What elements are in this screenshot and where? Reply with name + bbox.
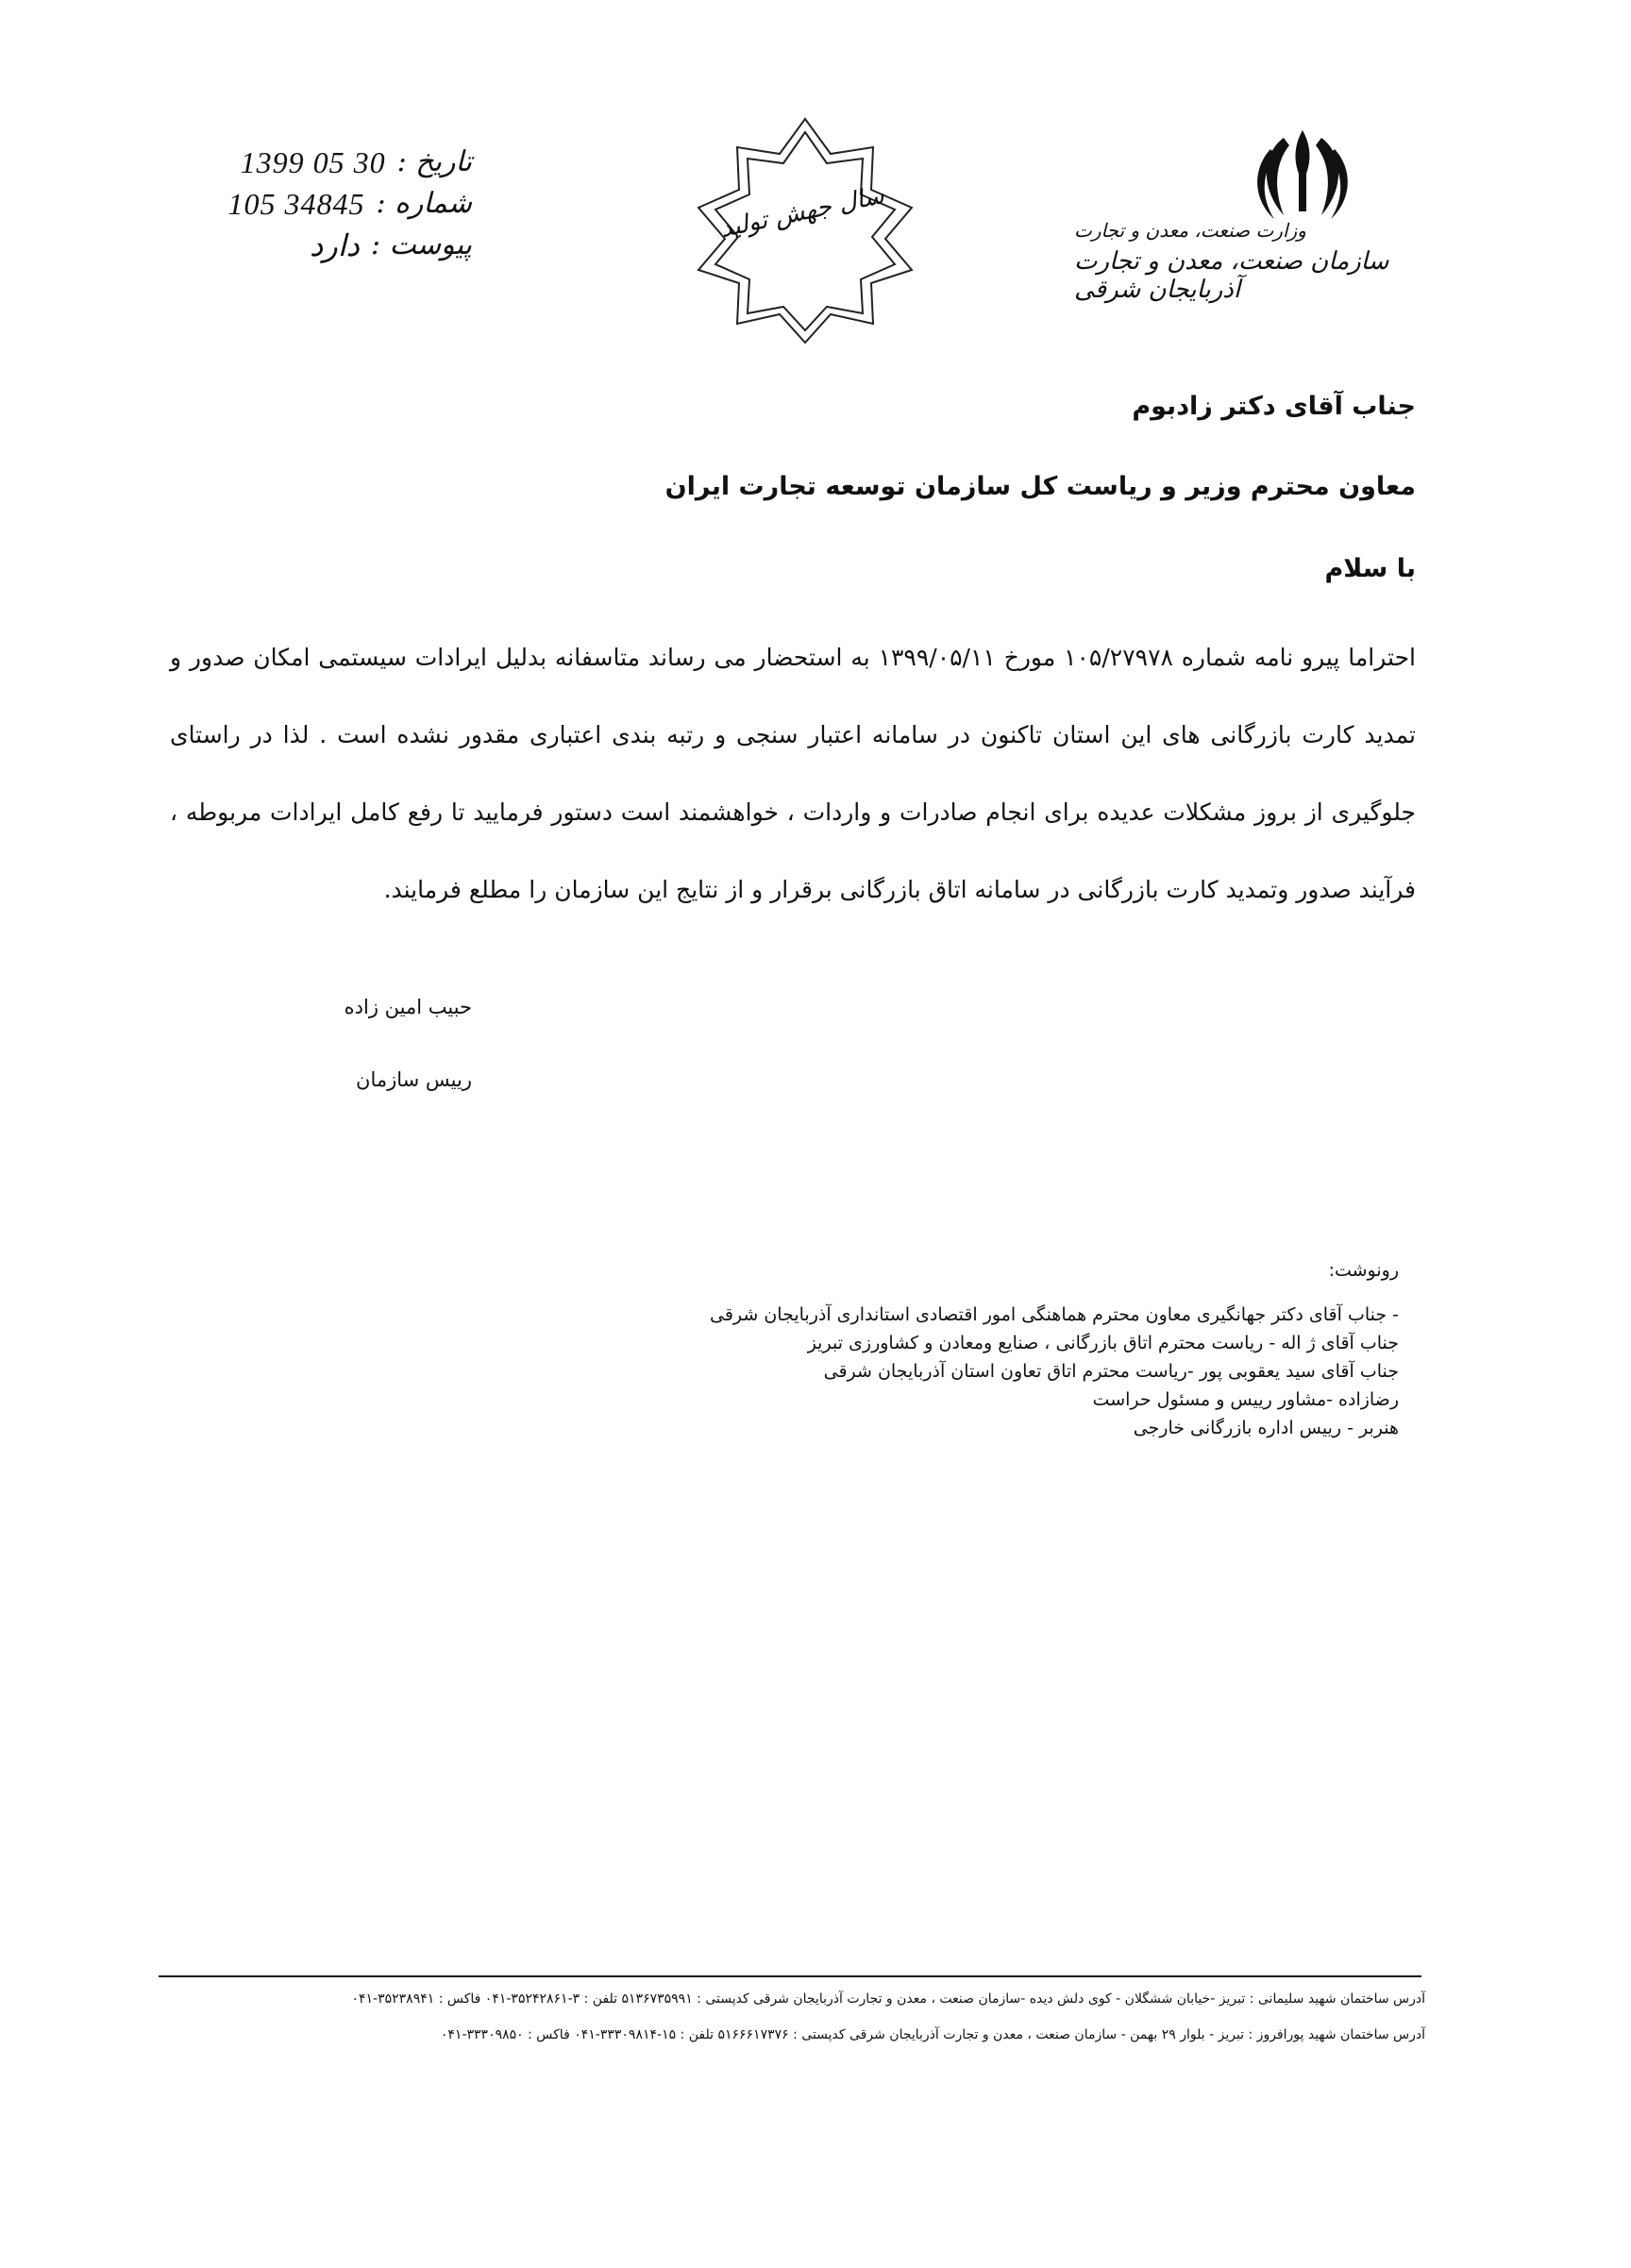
date-label: تاریخ : xyxy=(396,145,472,178)
attachment-value: دارد xyxy=(310,228,360,262)
cc-item: جناب آقای سید یعقوبی پور -ریاست محترم اتاق تعاون استان آذربایجان شرقی xyxy=(823,1361,1399,1382)
organization-name: سازمان صنعت، معدن و تجارت آذربایجان شرقی xyxy=(1074,247,1389,304)
letter-meta xyxy=(189,142,472,266)
cc-list xyxy=(493,1301,1399,1442)
cc-label: رونوشت: xyxy=(1328,1260,1399,1281)
signatory-name: حبیب امین زاده xyxy=(344,996,472,1018)
seal-text: سال جهش تولید xyxy=(717,180,887,244)
number-value: 105 34845 xyxy=(227,187,365,221)
footer-address-2: آدرس ساختمان شهید پورافروز : تبریز - بلوار ۲۹ بهمن - سازمان صنعت ، معدن و تجارت آذربایجان شرقی کدپستی : ۵۱۶۶۶۱۷۳۷۶ تلفن : ۱۵-۳۳۳۰۹۸۱۴-۰۴۱ فاکس : ۳۳۳۰۹۸۵۰-۰۴۱ xyxy=(440,2027,1425,2042)
letter-body: احتراما پیرو نامه شماره ۱۰۵/۲۷۹۷۸ مورخ ۱۳۹۹/۰۵/۱۱ به استحضار می رساند متاسفانه بدلیل ایرادات سیستمی امکان صدور و تمدید کارت بازرگانی های این استان تاکنون در سامانه اعتبار سنجی و رتبه بندی اعتباری مقدور نشده است . لذا در راستای جلوگیری از بروز مشکلات عدیده برای انجام صادرات و واردات ، خواهشمند است دستور فرمایید تا رفع کامل ایرادات مربوطه ، فرآیند صدور وتمدید کارت بازرگانی در سامانه اتاق بازرگانی برقرار و از نتایج این سازمان را مطلع فرمایند. xyxy=(170,644,1416,903)
footer-divider xyxy=(159,1975,1421,1977)
addressee-line-2: معاون محترم وزیر و ریاست کل سازمان توسعه تجارت ایران xyxy=(664,472,1416,501)
date-row xyxy=(189,142,472,183)
number-row xyxy=(189,183,472,225)
attachment-row xyxy=(189,225,472,266)
date-value: 1399 05 30 xyxy=(240,145,386,179)
cc-item: - جناب آقای دکتر جهانگیری معاون محترم هماهنگی امور اقتصادی استانداری آذربایجان شرقی xyxy=(709,1304,1399,1325)
greeting: با سلام xyxy=(1324,554,1416,583)
iran-emblem-icon xyxy=(1246,125,1359,228)
addressee-line-1: جناب آقای دکتر زادبوم xyxy=(1132,392,1416,421)
number-label: شماره : xyxy=(376,187,472,220)
attachment-label: پیوست : xyxy=(370,228,472,261)
footer-address-1: آدرس ساختمان شهید سلیمانی : تبریز -خیابان ششگلان - کوی دلش دیده -سازمان صنعت ، معدن و تجارت آذربایجان شرقی کدپستی : ۵۱۳۶۷۳۵۹۹۱ تلفن : ۳-۳۵۲۴۲۸۶۱-۰۴۱ فاکس : ۳۵۲۳۸۹۴۱-۰۴۱ xyxy=(351,1991,1425,2007)
cc-item: جناب آقای ژ اله - ریاست محترم اتاق بازرگانی ، صنایع ومعادن و کشاورزی تبریز xyxy=(807,1333,1399,1353)
signatory-title: رییس سازمان xyxy=(356,1068,472,1091)
cc-item: هنربر - رییس اداره بازرگانی خارجی xyxy=(1133,1418,1399,1438)
ministry-name: وزارت صنعت، معدن و تجارت xyxy=(1074,219,1306,242)
cc-item: رضازاده -مشاور رییس و مسئول حراست xyxy=(1092,1389,1399,1410)
